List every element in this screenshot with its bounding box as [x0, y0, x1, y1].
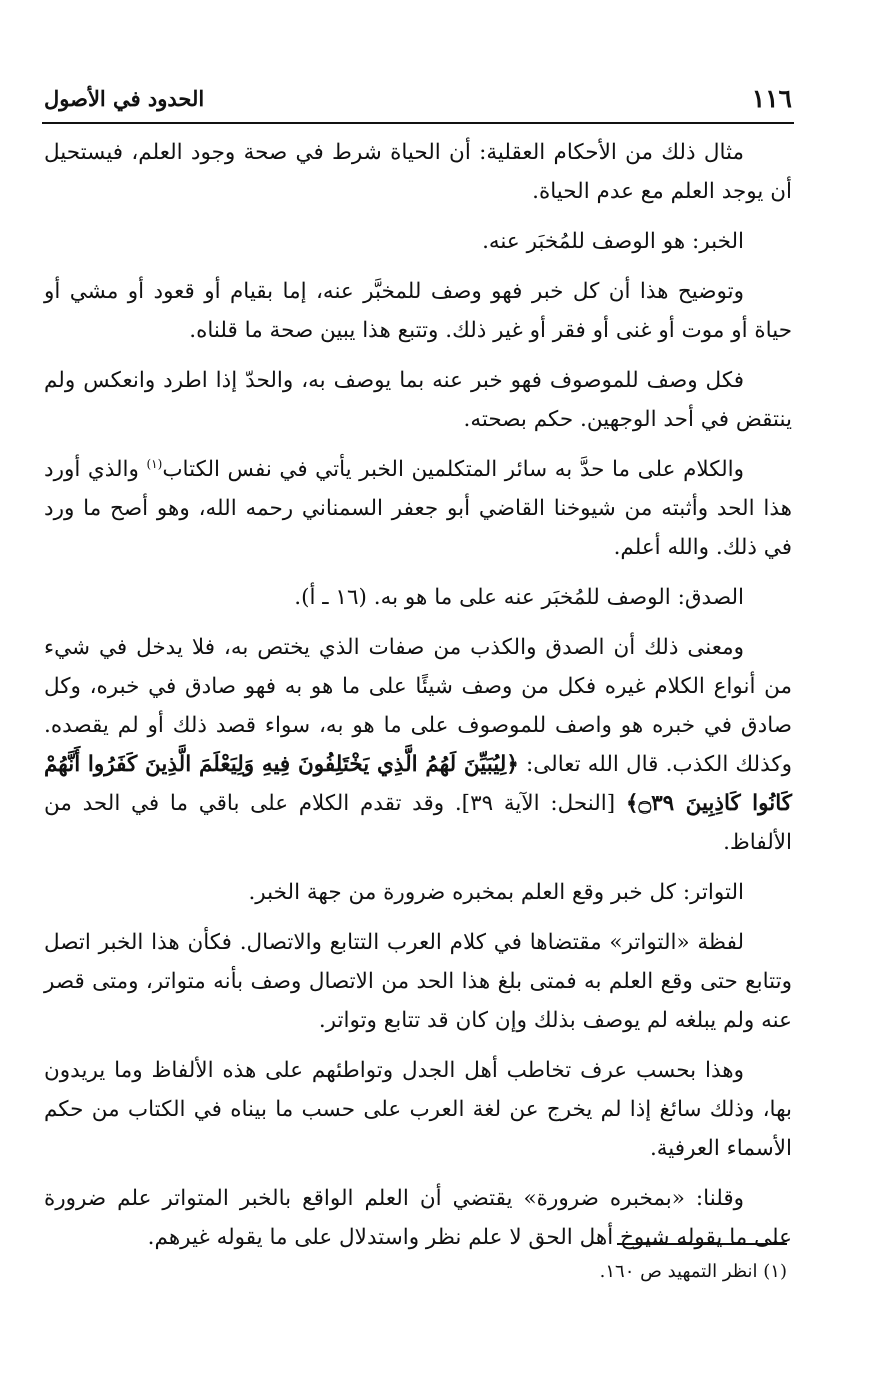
definition-paragraph: التواتر: كل خبر وقع العلم بمخبره ضرورة من جهة الخبر.	[248, 880, 744, 905]
definition-paragraph: الصدق: الوصف للمُخبَر عنه على ما هو به. (١٦ ـ أ).	[294, 585, 744, 610]
paragraph-with-quran-verse	[44, 628, 792, 862]
paragraph-text: والكلام على ما حدَّ به سائر المتكلمين الخبر يأتي في نفس الكتاب	[162, 457, 744, 482]
paragraph-text: ومعنى ذلك أن الصدق والكذب من صفات الذي يختص به، فلا يدخل في شيء من أنواع الكلام غيره فكل من وصف شيئًا على ما هو به فهو صادق في خبره، وكل صادق في خبره هو واصف للموصوف على ما هو به، سواء قصد ذلك أو لم يقصده. وكذلك الكذب. قال الله تعالى:	[44, 635, 793, 777]
footnote-divider	[617, 1243, 787, 1245]
paragraph-text: والذي أورد هذا الحد وأثبته من شيوخنا القاضي أبو جعفر السمناني رحمه الله، وهو أصح ما ورد في ذلك. والله أعلم.	[44, 457, 792, 560]
running-title: الحدود في الأصول	[44, 86, 205, 111]
paragraph-text: [النحل: الآية ٣٩]. وقد تقدم الكلام على باقي ما في الحد من الألفاظ.	[44, 791, 792, 855]
paragraph: فكل وصف للموصوف فهو خبر عنه بما يوصف به، والحدّ إذا اطرد وانعكس ولم ينتقض في أحد الوجهين. حكم بصحته.	[44, 368, 792, 432]
paragraph: وهذا بحسب عرف تخاطب أهل الجدل وتواطئهم على هذه الألفاظ وما يريدون بها، وذلك سائغ إذا لم يخرج عن لغة العرب على حسب ما بيناه في الكتاب من حكم الأسماء العرفية.	[44, 1058, 792, 1161]
paragraph: وتوضيح هذا أن كل خبر فهو وصف للمخبَّر عنه، إما بقيام أو قعود أو مشي أو حياة أو موت أو غنى أو فقر أو غير ذلك. وتتبع هذا يبين صحة ما قلناه.	[44, 279, 792, 343]
definition-paragraph: الخبر: هو الوصف للمُخبَر عنه.	[482, 229, 744, 254]
footnote-marker: (١)	[763, 1261, 787, 1282]
quran-verse: ﴿لِيُبَيِّنَ لَهُمُ الَّذِي يَخْتَلِفُونَ فِيهِ وَلِيَعْلَمَ الَّذِينَ كَفَرُوا أَنَّهُمْ كَانُوا كَاذِبِينَ ۝٣٩﴾	[44, 752, 792, 816]
paragraph: مثال ذلك من الأحكام العقلية: أن الحياة شرط في صحة وجود العلم، فيستحيل أن يوجد العلم مع عدم الحياة.	[44, 140, 792, 204]
main-text	[44, 133, 792, 1268]
page-header	[42, 82, 794, 124]
paragraph: لفظة «التواتر» مقتضاها في كلام العرب التتابع والاتصال. فكأن هذا الخبر اتصل وتتابع حتى وقع العلم به فمتى بلغ هذا الحد من الاتصال وصف بأنه متواتر، ومتى قصر عنه ولم يبلغه لم يوصف بذلك وإن كان قد تتابع وتواتر.	[44, 930, 792, 1033]
paragraph: وقلنا: «بمخبره ضرورة» يقتضي أن العلم الواقع بالخبر المتواتر علم ضرورة على ما يقوله شيوخ أهل الحق لا علم نظر واستدلال على ما يقوله غيرهم.	[44, 1186, 792, 1250]
footnote-reference: (١)	[146, 456, 163, 471]
page-number: ١١٦	[751, 84, 792, 113]
footnote	[600, 1258, 787, 1286]
paragraph-with-footnote-ref	[44, 450, 792, 567]
footnote-text: انظر التمهيد ص ١٦٠.	[599, 1261, 758, 1282]
